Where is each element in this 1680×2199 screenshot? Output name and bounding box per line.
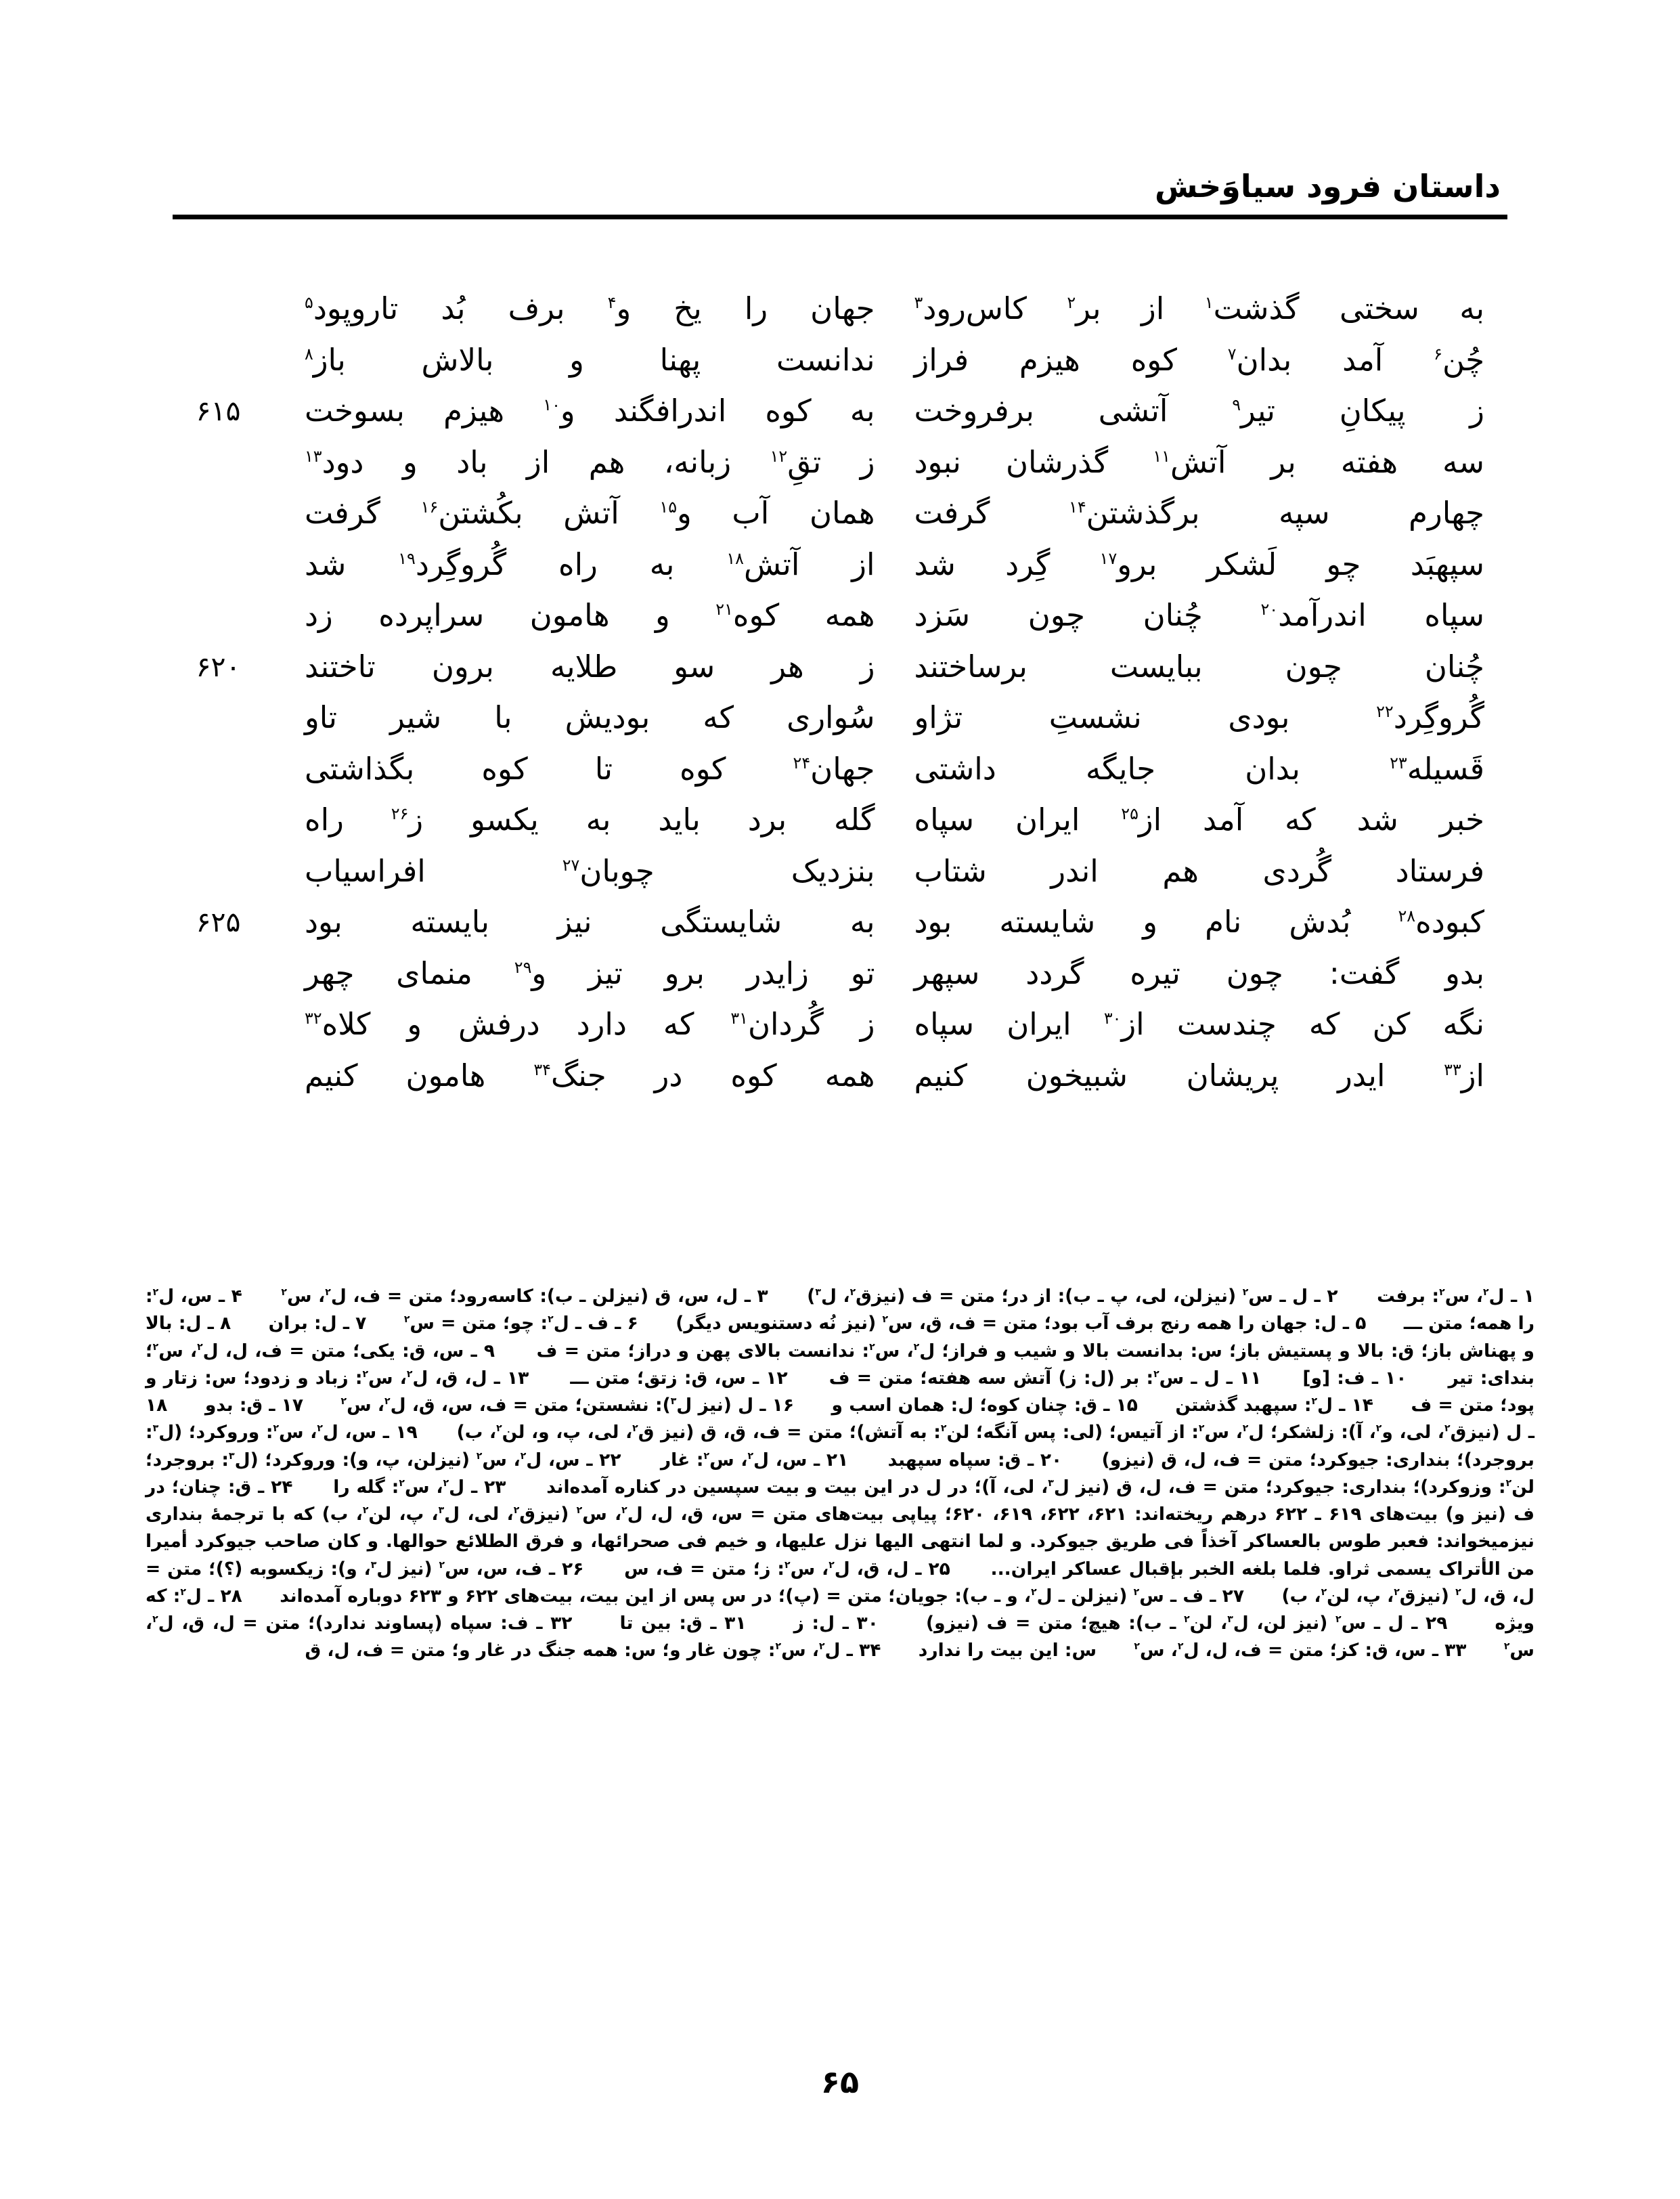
hemistich-first: فرستاد گُردی هم اندر شتاب bbox=[914, 852, 1484, 889]
hemistich-second: همان آب و$^{۱۵}$ آتش بکُشتن$^{۱۶}$ گرفت bbox=[305, 495, 875, 531]
verse-row bbox=[173, 496, 1507, 547]
verse-block bbox=[173, 291, 1507, 1253]
verse-row bbox=[173, 291, 1507, 343]
verse-row bbox=[173, 956, 1507, 1007]
verse-number bbox=[173, 700, 264, 704]
hemistich-second: همه کوه در جنگ$^{۳۴}$ هامون کنیم bbox=[305, 1057, 875, 1093]
verse-number bbox=[173, 598, 264, 602]
hemistich-second: سُواری که بودیش با شیر تاو bbox=[305, 699, 875, 735]
critical-apparatus bbox=[146, 1283, 1534, 1665]
verse-number bbox=[173, 291, 264, 295]
verse-row bbox=[173, 1058, 1507, 1110]
hemistich-first: چُنان چون ببایست برساختند bbox=[914, 648, 1484, 684]
running-head-title: داستان فرود سیاوَخش bbox=[1155, 168, 1501, 204]
hemistich-second: همه کوه$^{۲۱}$ و هامون سراپرده زد bbox=[305, 597, 875, 633]
verse-row bbox=[173, 547, 1507, 598]
hemistich-second: ز گُردان$^{۳۱}$ که دارد درفش و کلاه$^{۳۲}$ bbox=[305, 1006, 875, 1042]
hemistich-first: خبر شد که آمد از$^{۲۵}$ ایران سپاه bbox=[914, 802, 1485, 837]
verse-row bbox=[173, 598, 1507, 649]
hemistich-second: به کوه اندرافگند و$^{۱۰}$ هیزم بسوخت bbox=[305, 393, 875, 429]
header-rule bbox=[173, 215, 1507, 219]
hemistich-second: بنزدیک چوبان$^{۲۷}$ افراسیاب bbox=[305, 852, 875, 889]
hemistich-second: جهان$^{۲۴}$ کوه تا کوه بگذاشتی bbox=[305, 750, 875, 787]
hemistich-first: سه هفته بر آتش$^{۱۱}$ گذرشان نبود bbox=[914, 443, 1484, 480]
hemistich-first: کبوده$^{۲۸}$ بُدش نام و شایسته بود bbox=[914, 904, 1484, 940]
hemistich-second: جهان را یخ و$^۴$ برف بُد تاروپود$^۵$ bbox=[305, 290, 875, 326]
verse-row bbox=[173, 854, 1507, 905]
hemistich-first: نگه کن که چندست از$^{۳۰}$ ایران سپاه bbox=[914, 1006, 1485, 1042]
page-header bbox=[173, 169, 1507, 264]
verse-row bbox=[173, 1007, 1507, 1058]
verse-number bbox=[173, 854, 264, 858]
hemistich-first: به سختی گذشت$^۱$ از بر$^۲$ کاس‌رود$^۳$ bbox=[914, 290, 1484, 326]
verse-number bbox=[173, 802, 264, 806]
verse-number bbox=[173, 1058, 264, 1062]
hemistich-first: گُروگِرد$^{۲۲}$ بودی نشستِ تژاو bbox=[914, 699, 1484, 735]
hemistich-second: ز تقِ$^{۱۲}$ زبانه، هم از باد و دود$^{۱۳}$ bbox=[305, 443, 875, 480]
hemistich-first: بدو گفت: چون تیره گردد سپهر bbox=[914, 955, 1484, 991]
verse-row bbox=[173, 700, 1507, 752]
verse-row bbox=[173, 649, 1507, 701]
hemistich-second: از آتش$^{۱۸}$ به راه گُروگِرد$^{۱۹}$ شد bbox=[305, 546, 875, 582]
hemistich-first: چهارم سپه برگذشتن$^{۱۴}$ گرفت bbox=[914, 495, 1484, 531]
verse-row bbox=[173, 802, 1507, 854]
verse-row bbox=[173, 445, 1507, 496]
hemistich-second: گله برد باید به یکسو ز$^{۲۶}$ راه bbox=[305, 802, 875, 837]
hemistich-second: ز هر سو طلایه برون تاختند bbox=[305, 648, 875, 684]
verse-number: ۶۲۵ bbox=[196, 906, 241, 938]
hemistich-first: چُن$^۶$ آمد بدان$^۷$ کوه هیزم فراز bbox=[914, 341, 1485, 378]
verse-row bbox=[173, 905, 1507, 956]
hemistich-first: ز پیکانِ تیر$^۹$ آتشی برفروخت bbox=[914, 393, 1485, 429]
verse-number bbox=[173, 445, 264, 449]
verse-number bbox=[173, 547, 264, 551]
verse-number bbox=[173, 343, 264, 347]
hemistich-second: تو زایدر برو تیز و$^{۲۹}$ منمای چهر bbox=[305, 955, 875, 991]
verse-row bbox=[173, 343, 1507, 394]
hemistich-first: قَسیله$^{۲۳}$ بدان جایگه داشتی bbox=[914, 750, 1484, 787]
hemistich-first: از$^{۳۳}$ ایدر پریشان شبیخون کنیم bbox=[914, 1057, 1484, 1093]
verse-number bbox=[173, 1007, 264, 1011]
verse-row bbox=[173, 393, 1507, 445]
hemistich-second: ندانست پهنا و بالاش باز$^۸$ bbox=[305, 341, 875, 378]
hemistich-second: به شایستگی نیز بایسته بود bbox=[305, 904, 875, 940]
verse-number bbox=[173, 956, 264, 960]
verse-number bbox=[173, 752, 264, 756]
apparatus-note-paragraph: ۱ ـ ل$^۲$، س$^۲$: برفت ۲ ـ ل ـ س$^۲$ (نیزلن، لی، پ ـ ب): از در؛ متن = ف (نیزق$^۲$، ل$^۳$) ۳ ـ ل، س، ق (نیزلن ـ ب): کاسه‌رود؛ متن = ف، ل$^۲$، س$^۲$ ۴ ـ س، ل$^۲$: را همه؛ متن ـــ ۵ ـ ل: جهان را همه رنج برف آب بود؛ متن = ف، ق، س$^۲$ (نیز نُه دستنویس دیگر) ۶ ـ ف ـ ل$^۲$: چو؛ متن = س$^۲$ ۷ ـ ل: بران ۸ ـ ل: بالا و پهناش باز؛ ق: بالا و پستیش باز؛ س: بدانست بالا و شیب و فراز؛ ل$^۲$، س$^۲$: ندانست بالای پهن و دراز؛ متن = ف ۹ ـ س، ق: یکی؛ متن = ف، ل، ل$^۲$، س$^۲$؛ بندای: تیر ۱۰ ـ ف: [و] ۱۱ ـ ل ـ س$^۲$: بر (ل: ز) آتش سه هفته؛ متن = ف ۱۲ ـ س، ق: زتق؛ متن ـــ ۱۳ ـ ل، ق، ل$^۲$، س$^۲$: زباد و زدود؛ س: زتار و پود؛ متن = ف ۱۴ ـ ل$^۲$: سپهبد گذشتن ۱۵ ـ ق: چنان کوه؛ ل: همان اسب و ۱۶ ـ ل (نیز ل$^۳$): نشستن؛ متن = ف، س، ق، ل$^۲$، س$^۲$ ۱۷ ـ ق: بدو ۱۸ ـ ل (نیزق$^۲$، لی، و$^۲$، آ): زلشکر؛ ل$^۲$، س$^۲$: از آتیس؛ (لی: پس آنگه؛ لن$^۲$: به آتش)؛ متن = ف، ق، ق (نیز ق$^۲$، لی، پ، و، لن$^۲$، ب) ۱۹ ـ س، ل$^۲$، س$^۲$: وروکرد؛ (ل$^۳$: بروجرد)؛ بنداری: جیوکرد؛ متن = ف، ل، ق (نیزو) ۲۰ ـ ق: سپاه سپهبد ۲۱ ـ س، ل$^۲$، س$^۲$: غار ۲۲ ـ س، ل$^۲$، س$^۲$ (نیزلن، پ، و): وروکرد؛ (ل$^۳$: بروجرد؛ لن$^۲$: وزوکرد)؛ بنداری: جیوکرد؛ متن = ف، ل، ق (نیز ل$^۳$، لی، آ)؛ در ل در این بیت و بیت سپسین در کناره آمده‌اند ۲۳ ـ ل$^۲$، س$^۲$: گله را ۲۴ ـ ق: چنان؛ در ف (نیز و) بیت‌های ۶۱۹ ـ ۶۲۲ درهم ریخته‌اند: ۶۲۱، ۶۲۲، ۶۱۹، ۶۲۰؛ پیاپی بیت‌های متن = س، ق، ل، ل$^۲$، س$^۲$ (نیزق$^۲$، لی، ل$^۳$، پ، لن$^۲$، ب) که با ترجمهٔ بنداری نیزمیخواند: فعبر طوس بالعساکر آخذاً فی طریق جیوکرد. و لما انتهی الیها نزل علیها، و خیم فی صحرائها، و فرق الطلائع حوالها. و کان صاحب جیوکرد أمیرا من الأتراک یسمی ثراو. فلما بلغه الخبر بإقبال عساکر ایران... ۲۵ ـ ل، ق، ل$^۲$، س$^۲$: ز؛ متن = ف، س ۲۶ ـ ف، س، س$^۲$ (نیز ل$^۳$، و): زیکسوبه (؟)؛ متن = ل، ق، ل$^۲$ (نیزق$^۲$، پ، لن$^۲$، ب) ۲۷ ـ ف ـ س$^۲$ (نیزلن ـ ل$^۲$، و ـ ب): جویان؛ متن = (پ)؛ در س پس از این بیت، بیت‌های ۶۲۲ و ۶۲۳ دوباره آمده‌اند ۲۸ ـ ل$^۲$: که ویژه ۲۹ ـ ل ـ س$^۲$ (نیز لن، ل$^۳$، لن$^۲$ ـ ب): هیچ؛ متن = ف (نیزو) ۳۰ ـ ل: ز ۳۱ ـ ق: بین تا ۳۲ ـ ف: سپاه (پساوند ندارد)؛ متن = ل، ق، ل$^۲$، س$^۲$ ۳۳ ـ س، ق: کز؛ متن = ف، ل، ل$^۲$، س$^۲$ س: این بیت را ندارد ۳۴ ـ ل$^۲$، س$^۲$: چون غار و؛ س: همه جنگ در غار و؛ متن = ف، ل، ق bbox=[146, 1286, 1535, 1661]
verse-number: ۶۲۰ bbox=[196, 650, 241, 683]
hemistich-first: سپهبَد چو لَشکر برو$^{۱۷}$ گِرد شد bbox=[914, 546, 1484, 582]
verse-row bbox=[173, 752, 1507, 803]
verse-number: ۶۱۵ bbox=[196, 395, 241, 427]
verse-number bbox=[173, 496, 264, 500]
hemistich-first: سپاه اندرآمد$^{۲۰}$ چُنان چون سَزد bbox=[914, 597, 1484, 633]
folio-page-number: ۶۵ bbox=[820, 2064, 860, 2100]
